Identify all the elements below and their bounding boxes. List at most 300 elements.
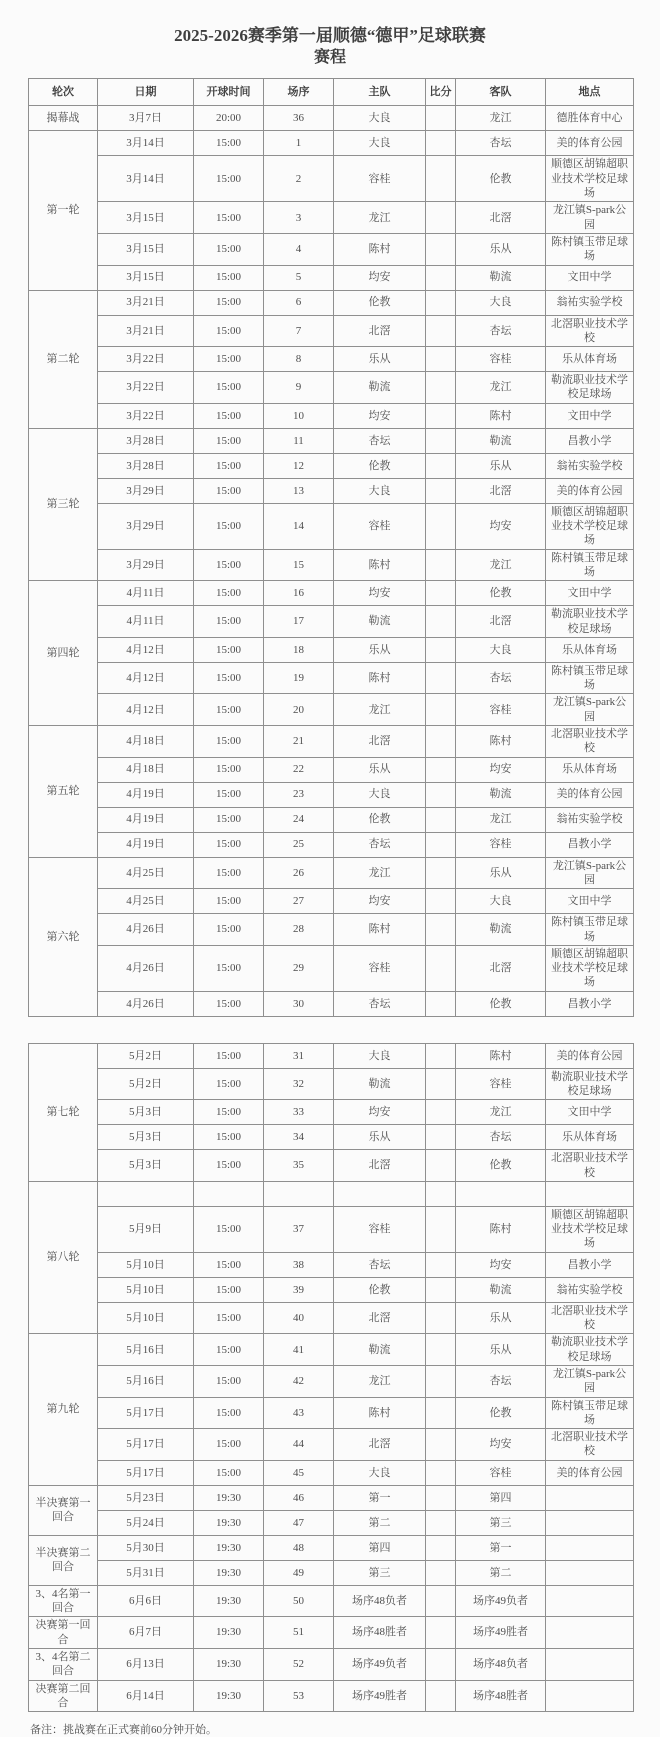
table-row (29, 549, 634, 581)
away-team-cell: 龙江 (456, 549, 546, 581)
score-cell (426, 1365, 456, 1397)
score-cell (426, 581, 456, 606)
venue-cell (546, 1535, 634, 1560)
venue-cell: 勒流职业技术学校足球场 (546, 606, 634, 638)
away-team-cell: 杏坛 (456, 315, 546, 347)
table-row (29, 1560, 634, 1585)
score-cell (426, 1560, 456, 1585)
schedule-table-1-container (0, 78, 660, 1016)
venue-cell (546, 1617, 634, 1649)
venue-cell: 德胜体育中心 (546, 106, 634, 131)
score-cell (426, 1277, 456, 1302)
away-team-cell: 乐从 (456, 1334, 546, 1366)
date-cell: 3月29日 (98, 478, 194, 503)
venue-cell: 陈村镇玉带足球场 (546, 914, 634, 946)
score-cell (426, 428, 456, 453)
home-team-cell: 北滘 (334, 1150, 426, 1182)
round-cell: 第九轮 (29, 1334, 98, 1485)
match-number-cell: 15 (264, 549, 334, 581)
home-team-cell: 大良 (334, 1460, 426, 1485)
match-number-cell: 51 (264, 1617, 334, 1649)
away-team-cell: 龙江 (456, 807, 546, 832)
date-cell: 5月17日 (98, 1460, 194, 1485)
venue-cell: 翁祐实验学校 (546, 453, 634, 478)
match-number-cell: 32 (264, 1068, 334, 1100)
date-cell: 5月17日 (98, 1397, 194, 1429)
kickoff-time-cell: 15:00 (194, 1334, 264, 1366)
venue-cell: 文田中学 (546, 581, 634, 606)
away-team-cell: 均安 (456, 1429, 546, 1461)
away-team-cell: 容桂 (456, 347, 546, 372)
kickoff-time-cell: 15:00 (194, 347, 264, 372)
kickoff-time-cell: 15:00 (194, 1460, 264, 1485)
score-cell (426, 202, 456, 234)
date-cell: 6月13日 (98, 1648, 194, 1680)
home-team-cell: 乐从 (334, 1125, 426, 1150)
away-team-cell: 大良 (456, 290, 546, 315)
home-team-cell: 均安 (334, 1100, 426, 1125)
date-cell: 4月11日 (98, 581, 194, 606)
score-cell (426, 290, 456, 315)
away-team-cell: 北滘 (456, 478, 546, 503)
away-team-cell: 容桂 (456, 1460, 546, 1485)
home-team-cell: 均安 (334, 403, 426, 428)
date-cell: 5月10日 (98, 1252, 194, 1277)
score-cell (426, 1648, 456, 1680)
away-team-cell: 勒流 (456, 782, 546, 807)
date-cell: 3月22日 (98, 372, 194, 404)
away-team-cell: 场序48负者 (456, 1648, 546, 1680)
venue-cell: 美的体育公园 (546, 782, 634, 807)
match-number-cell: 40 (264, 1302, 334, 1334)
score-cell (426, 694, 456, 726)
match-number-cell: 37 (264, 1206, 334, 1252)
home-team-cell: 伦教 (334, 290, 426, 315)
date-cell: 5月3日 (98, 1150, 194, 1182)
home-team-cell: 均安 (334, 889, 426, 914)
table-row (29, 1680, 634, 1712)
date-cell: 5月16日 (98, 1365, 194, 1397)
table-row (29, 832, 634, 857)
date-cell: 4月12日 (98, 637, 194, 662)
home-team-cell: 场序49胜者 (334, 1680, 426, 1712)
home-team-cell: 大良 (334, 782, 426, 807)
table-row (29, 1535, 634, 1560)
date-cell: 3月29日 (98, 503, 194, 549)
home-team-cell: 陈村 (334, 549, 426, 581)
score-cell (426, 945, 456, 991)
away-team-cell: 容桂 (456, 832, 546, 857)
kickoff-time-cell: 15:00 (194, 637, 264, 662)
score-cell (426, 403, 456, 428)
home-team-cell: 勒流 (334, 1068, 426, 1100)
date-cell: 4月12日 (98, 662, 194, 694)
venue-cell: 文田中学 (546, 265, 634, 290)
away-team-cell: 杏坛 (456, 1125, 546, 1150)
home-team-cell: 北滘 (334, 726, 426, 758)
table-row (29, 606, 634, 638)
table-row (29, 315, 634, 347)
table-row (29, 914, 634, 946)
kickoff-time-cell: 15:00 (194, 606, 264, 638)
date-cell: 4月26日 (98, 914, 194, 946)
home-team-cell: 容桂 (334, 503, 426, 549)
kickoff-time-cell: 19:30 (194, 1648, 264, 1680)
score-cell (426, 549, 456, 581)
match-number-cell: 4 (264, 233, 334, 265)
home-team-cell: 第二 (334, 1510, 426, 1535)
date-cell: 3月15日 (98, 233, 194, 265)
score-cell (426, 372, 456, 404)
date-cell: 5月10日 (98, 1277, 194, 1302)
home-team-cell: 均安 (334, 265, 426, 290)
score-cell (426, 1429, 456, 1461)
match-number-cell: 22 (264, 757, 334, 782)
table-row (29, 453, 634, 478)
match-number-cell: 38 (264, 1252, 334, 1277)
match-number-cell: 29 (264, 945, 334, 991)
away-team-cell: 杏坛 (456, 662, 546, 694)
table-row (29, 1043, 634, 1068)
match-number-cell: 12 (264, 453, 334, 478)
venue-cell (546, 1680, 634, 1712)
kickoff-time-cell: 15:00 (194, 889, 264, 914)
home-team-cell: 场序49负者 (334, 1648, 426, 1680)
match-number-cell: 20 (264, 694, 334, 726)
venue-cell: 文田中学 (546, 1100, 634, 1125)
home-team-cell: 杏坛 (334, 991, 426, 1016)
date-cell (98, 1181, 194, 1206)
home-team-cell: 第一 (334, 1485, 426, 1510)
score-cell (426, 662, 456, 694)
kickoff-time-cell: 15:00 (194, 503, 264, 549)
round-cell: 决赛第一回合 (29, 1617, 98, 1649)
away-team-cell: 第一 (456, 1535, 546, 1560)
venue-cell: 美的体育公园 (546, 478, 634, 503)
match-number-cell: 33 (264, 1100, 334, 1125)
home-team-cell: 龙江 (334, 694, 426, 726)
kickoff-time-cell: 19:30 (194, 1617, 264, 1649)
score-cell (426, 1535, 456, 1560)
home-team-cell: 大良 (334, 1043, 426, 1068)
score-cell (426, 1206, 456, 1252)
home-team-cell: 陈村 (334, 914, 426, 946)
score-cell (426, 347, 456, 372)
score-cell (426, 315, 456, 347)
round-cell: 第三轮 (29, 428, 98, 580)
match-number-cell: 41 (264, 1334, 334, 1366)
date-cell: 4月19日 (98, 807, 194, 832)
away-team-cell: 勒流 (456, 914, 546, 946)
away-team-cell: 北滘 (456, 945, 546, 991)
table-row (29, 265, 634, 290)
venue-cell (546, 1181, 634, 1206)
date-cell: 4月11日 (98, 606, 194, 638)
table-row (29, 1397, 634, 1429)
table-row (29, 581, 634, 606)
table-row (29, 428, 634, 453)
home-team-cell: 大良 (334, 478, 426, 503)
score-cell (426, 503, 456, 549)
date-cell: 4月19日 (98, 832, 194, 857)
table-row (29, 503, 634, 549)
match-number-cell: 3 (264, 202, 334, 234)
away-team-cell: 第四 (456, 1485, 546, 1510)
date-cell: 5月17日 (98, 1429, 194, 1461)
date-cell: 4月25日 (98, 889, 194, 914)
kickoff-time-cell: 19:30 (194, 1535, 264, 1560)
date-cell: 3月28日 (98, 428, 194, 453)
score-cell (426, 1150, 456, 1182)
away-team-cell: 均安 (456, 503, 546, 549)
table-row (29, 478, 634, 503)
round-cell: 第八轮 (29, 1181, 98, 1333)
round-cell: 半决赛第一回合 (29, 1485, 98, 1535)
table-row (29, 694, 634, 726)
score-cell (426, 782, 456, 807)
table-row (29, 1302, 634, 1334)
score-cell (426, 1334, 456, 1366)
score-cell (426, 1068, 456, 1100)
date-cell: 4月26日 (98, 991, 194, 1016)
match-number-cell: 25 (264, 832, 334, 857)
table-row (29, 1068, 634, 1100)
round-cell: 决赛第二回合 (29, 1680, 98, 1712)
away-team-cell: 龙江 (456, 106, 546, 131)
kickoff-time-cell: 15:00 (194, 1068, 264, 1100)
table-row (29, 1206, 634, 1252)
venue-cell: 美的体育公园 (546, 1043, 634, 1068)
score-cell (426, 1680, 456, 1712)
col-header-match-number: 场序 (264, 79, 334, 106)
kickoff-time-cell: 15:00 (194, 1100, 264, 1125)
table-row (29, 1334, 634, 1366)
kickoff-time-cell: 15:00 (194, 1302, 264, 1334)
date-cell: 4月18日 (98, 726, 194, 758)
kickoff-time-cell: 15:00 (194, 290, 264, 315)
kickoff-time-cell: 15:00 (194, 1397, 264, 1429)
kickoff-time-cell: 20:00 (194, 106, 264, 131)
away-team-cell: 场序49负者 (456, 1585, 546, 1617)
away-team-cell: 场序48胜者 (456, 1680, 546, 1712)
home-team-cell: 大良 (334, 106, 426, 131)
away-team-cell: 场序49胜者 (456, 1617, 546, 1649)
home-team-cell: 容桂 (334, 156, 426, 202)
score-cell (426, 1585, 456, 1617)
date-cell: 5月3日 (98, 1125, 194, 1150)
round-cell: 揭幕战 (29, 106, 98, 131)
schedule-table-2 (28, 1043, 634, 1712)
venue-cell: 龙江镇S-park公园 (546, 694, 634, 726)
away-team-cell: 伦教 (456, 991, 546, 1016)
round-cell: 第二轮 (29, 290, 98, 428)
score-cell (426, 832, 456, 857)
venue-cell: 乐从体育场 (546, 637, 634, 662)
match-number-cell: 27 (264, 889, 334, 914)
away-team-cell: 伦教 (456, 581, 546, 606)
footer-note: 备注：挑战赛在正式赛前60分钟开始。 (30, 1724, 217, 1737)
away-team-cell: 伦教 (456, 1150, 546, 1182)
score-cell (426, 726, 456, 758)
kickoff-time-cell: 19:30 (194, 1585, 264, 1617)
venue-cell: 北滘职业技术学校 (546, 315, 634, 347)
venue-cell: 昌教小学 (546, 1252, 634, 1277)
away-team-cell: 勒流 (456, 428, 546, 453)
table-row (29, 1485, 634, 1510)
away-team-cell: 乐从 (456, 857, 546, 889)
date-cell: 3月22日 (98, 403, 194, 428)
kickoff-time-cell: 15:00 (194, 991, 264, 1016)
date-cell: 3月22日 (98, 347, 194, 372)
score-cell (426, 156, 456, 202)
date-cell: 5月16日 (98, 1334, 194, 1366)
match-number-cell: 19 (264, 662, 334, 694)
match-number-cell: 35 (264, 1150, 334, 1182)
home-team-cell: 北滘 (334, 315, 426, 347)
home-team-cell: 乐从 (334, 637, 426, 662)
header-row (29, 79, 634, 106)
venue-cell: 乐从体育场 (546, 757, 634, 782)
date-cell: 3月29日 (98, 549, 194, 581)
kickoff-time-cell: 15:00 (194, 372, 264, 404)
schedule-table-2-container (0, 1043, 660, 1712)
match-number-cell: 42 (264, 1365, 334, 1397)
kickoff-time-cell: 15:00 (194, 782, 264, 807)
table-row (29, 1365, 634, 1397)
away-team-cell: 杏坛 (456, 1365, 546, 1397)
score-cell (426, 131, 456, 156)
kickoff-time-cell: 15:00 (194, 726, 264, 758)
spacer (0, 69, 660, 78)
venue-cell: 乐从体育场 (546, 347, 634, 372)
table-row (29, 233, 634, 265)
kickoff-time-cell: 15:00 (194, 1429, 264, 1461)
date-cell: 6月14日 (98, 1680, 194, 1712)
match-number-cell: 6 (264, 290, 334, 315)
kickoff-time-cell: 19:30 (194, 1560, 264, 1585)
score-cell (426, 889, 456, 914)
away-team-cell: 勒流 (456, 1277, 546, 1302)
venue-cell: 勒流职业技术学校足球场 (546, 1068, 634, 1100)
home-team-cell: 陈村 (334, 1397, 426, 1429)
date-cell: 4月26日 (98, 945, 194, 991)
match-number-cell: 47 (264, 1510, 334, 1535)
match-number-cell: 11 (264, 428, 334, 453)
venue-cell: 美的体育公园 (546, 131, 634, 156)
match-number-cell: 8 (264, 347, 334, 372)
date-cell: 5月31日 (98, 1560, 194, 1585)
date-cell: 3月21日 (98, 315, 194, 347)
league-title: 2025-2026赛季第一届顺德“德甲”足球联赛 (174, 26, 486, 45)
venue-cell: 乐从体育场 (546, 1125, 634, 1150)
kickoff-time-cell: 15:00 (194, 1206, 264, 1252)
match-number-cell: 49 (264, 1560, 334, 1585)
table-row (29, 403, 634, 428)
kickoff-time-cell: 15:00 (194, 945, 264, 991)
kickoff-time-cell: 15:00 (194, 1150, 264, 1182)
table-row (29, 807, 634, 832)
kickoff-time-cell: 15:00 (194, 428, 264, 453)
away-team-cell: 第三 (456, 1510, 546, 1535)
venue-cell: 顺德区胡锦超职业技术学校足球场 (546, 503, 634, 549)
score-cell (426, 106, 456, 131)
score-cell (426, 991, 456, 1016)
table-row (29, 726, 634, 758)
venue-cell: 文田中学 (546, 889, 634, 914)
home-team-cell: 陈村 (334, 233, 426, 265)
score-cell (426, 1397, 456, 1429)
away-team-cell: 伦教 (456, 1397, 546, 1429)
date-cell: 3月7日 (98, 106, 194, 131)
away-team-cell: 乐从 (456, 233, 546, 265)
kickoff-time-cell: 15:00 (194, 453, 264, 478)
score-cell (426, 1181, 456, 1206)
date-cell: 4月19日 (98, 782, 194, 807)
score-cell (426, 1617, 456, 1649)
home-team-cell: 大良 (334, 131, 426, 156)
table-row (29, 782, 634, 807)
match-number-cell: 16 (264, 581, 334, 606)
venue-cell: 北滘职业技术学校 (546, 1302, 634, 1334)
away-team-cell: 龙江 (456, 372, 546, 404)
match-number-cell: 45 (264, 1460, 334, 1485)
page-title (0, 25, 660, 69)
schedule-subtitle: 赛程 (313, 49, 346, 67)
venue-cell: 昌教小学 (546, 991, 634, 1016)
venue-cell: 陈村镇玉带足球场 (546, 233, 634, 265)
score-cell (426, 1510, 456, 1535)
away-team-cell: 陈村 (456, 403, 546, 428)
home-team-cell: 杏坛 (334, 428, 426, 453)
venue-cell: 陈村镇玉带足球场 (546, 662, 634, 694)
date-cell: 5月2日 (98, 1068, 194, 1100)
table-row (29, 1150, 634, 1182)
away-team-cell: 陈村 (456, 1206, 546, 1252)
venue-cell: 勒流职业技术学校足球场 (546, 1334, 634, 1366)
venue-cell: 陈村镇玉带足球场 (546, 1397, 634, 1429)
away-team-cell: 均安 (456, 1252, 546, 1277)
table-row (29, 1252, 634, 1277)
venue-cell: 美的体育公园 (546, 1460, 634, 1485)
kickoff-time-cell: 15:00 (194, 914, 264, 946)
score-cell (426, 1460, 456, 1485)
away-team-cell: 乐从 (456, 453, 546, 478)
match-number-cell: 17 (264, 606, 334, 638)
kickoff-time-cell: 15:00 (194, 807, 264, 832)
home-team-cell: 勒流 (334, 1334, 426, 1366)
home-team-cell: 北滘 (334, 1302, 426, 1334)
venue-cell: 北滘职业技术学校 (546, 1429, 634, 1461)
score-cell (426, 453, 456, 478)
date-cell: 5月24日 (98, 1510, 194, 1535)
kickoff-time-cell: 15:00 (194, 478, 264, 503)
away-team-cell (456, 1181, 546, 1206)
match-number-cell: 46 (264, 1485, 334, 1510)
round-cell: 第四轮 (29, 581, 98, 726)
round-cell: 半决赛第二回合 (29, 1535, 98, 1585)
table-row (29, 662, 634, 694)
match-number-cell: 36 (264, 106, 334, 131)
kickoff-time-cell: 15:00 (194, 662, 264, 694)
venue-cell: 北滘职业技术学校 (546, 1150, 634, 1182)
table-row (29, 106, 634, 131)
date-cell: 5月3日 (98, 1100, 194, 1125)
match-number-cell: 28 (264, 914, 334, 946)
table-row (29, 1585, 634, 1617)
kickoff-time-cell: 15:00 (194, 233, 264, 265)
table-row (29, 1648, 634, 1680)
home-team-cell: 龙江 (334, 1365, 426, 1397)
